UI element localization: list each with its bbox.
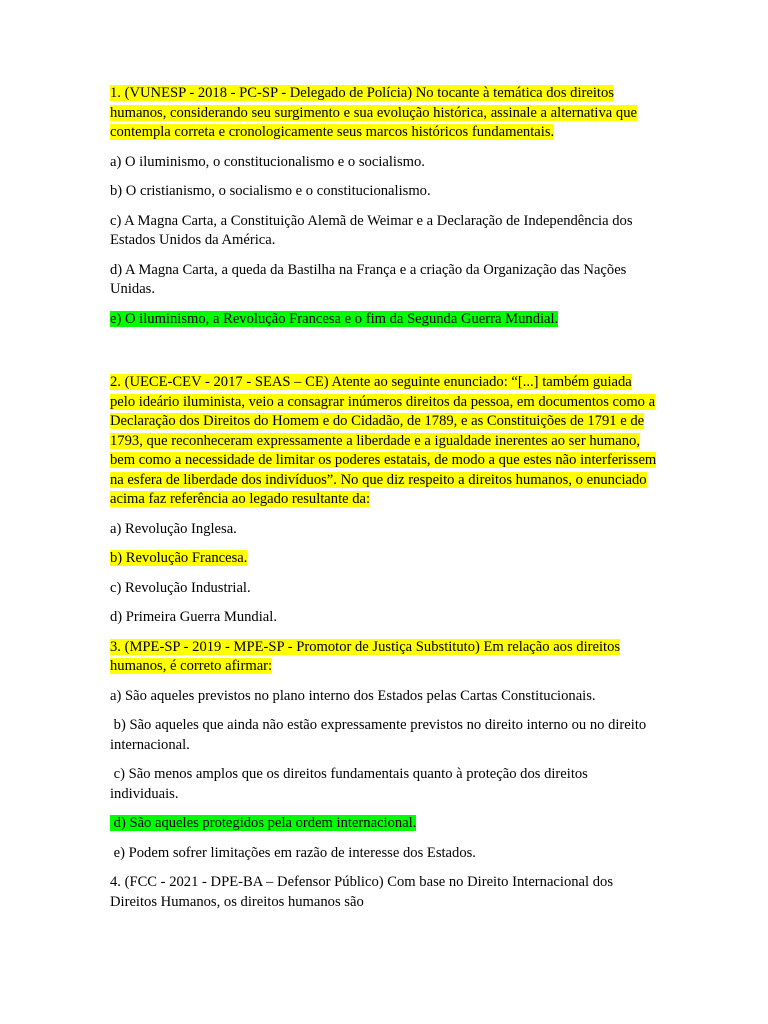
question-3-answer-highlight: d) São aqueles protegidos pela ordem internacional.: [110, 815, 417, 831]
question-3-option-c: c) São menos amplos que os direitos fundamentais quanto à proteção dos direitos individuais.: [110, 766, 592, 802]
question-1-option-e: [110, 310, 658, 330]
question-1-option-c: c) A Magna Carta, a Constituição Alemã de Weimar e a Declaração de Independência dos Estados Unidos da América.: [110, 212, 633, 248]
question-3-option-a: a) São aqueles previstos no plano interno dos Estados pelas Cartas Constitucionais.: [110, 687, 596, 704]
question-2-option-c: c) Revolução Industrial.: [110, 579, 251, 596]
question-2-option-a: a) Revolução Inglesa.: [110, 520, 237, 537]
question-1-highlight: 1. (VUNESP - 2018 - PC-SP - Delegado de Polícia) No tocante à temática dos direitos humanos, considerando seu surgimento e sua evolução histórica, assinale a alternativa que contempla correta e cronologicamente seus marcos históricos fundamentais.: [110, 85, 637, 140]
question-3-option-b: b) São aqueles que ainda não estão expressamente previstos no direito interno ou no direito internacional.: [110, 717, 650, 753]
question-2-option-d: d) Primeira Guerra Mundial.: [110, 609, 277, 625]
question-2-highlight: 2. (UECE-CEV - 2017 - SEAS – CE) Atente ao seguinte enunciado: “[...] também guiada pelo ideário iluminista, veio a consagrar inúmeros direitos da pessoa, em documentos como a Declaração dos Direitos do Homem e do Cidadão, de 1789, e as Constituições de 1791 e de 1793, que reconheceram expressamente a liberdade e a igualdade inerentes ao ser humano, bem como a necessidade de limitar os poderes estatais, de modo a que estes não interferissem na esfera de liberdade dos indivíduos”. No que diz respeito a direitos humanos, o enunciado acima faz referência ao legado resultante da:: [110, 374, 657, 507]
document-page: [110, 84, 658, 922]
question-3-stem: [110, 638, 658, 677]
question-3-option-e: e) Podem sofrer limitações em razão de interesse dos Estados.: [110, 844, 476, 861]
question-1-stem: [110, 84, 658, 143]
question-1-option-a: a) O iluminismo, o constitucionalismo e o socialismo.: [110, 153, 425, 170]
question-1-option-b: b) O cristianismo, o socialismo e o constitucionalismo.: [110, 183, 431, 199]
question-3-option-d: [110, 814, 658, 834]
question-2-option-b: [110, 549, 658, 569]
spacer: [110, 339, 658, 373]
question-1-answer-highlight: e) O iluminismo, a Revolução Francesa e o fim da Segunda Guerra Mundial.: [110, 310, 559, 327]
question-2-stem: [110, 373, 658, 510]
question-4-stem: 4. (FCC - 2021 - DPE-BA – Defensor Público) Com base no Direito Internacional dos Direitos Humanos, os direitos humanos são: [110, 874, 614, 910]
question-2-answer-highlight: b) Revolução Francesa.: [110, 550, 248, 566]
question-3-highlight: 3. (MPE-SP - 2019 - MPE-SP - Promotor de Justiça Substituto) Em relação aos direitos humanos, é correto afirmar:: [110, 638, 621, 674]
question-1-option-d: d) A Magna Carta, a queda da Bastilha na França e a criação da Organização das Nações Unidas.: [110, 261, 627, 297]
